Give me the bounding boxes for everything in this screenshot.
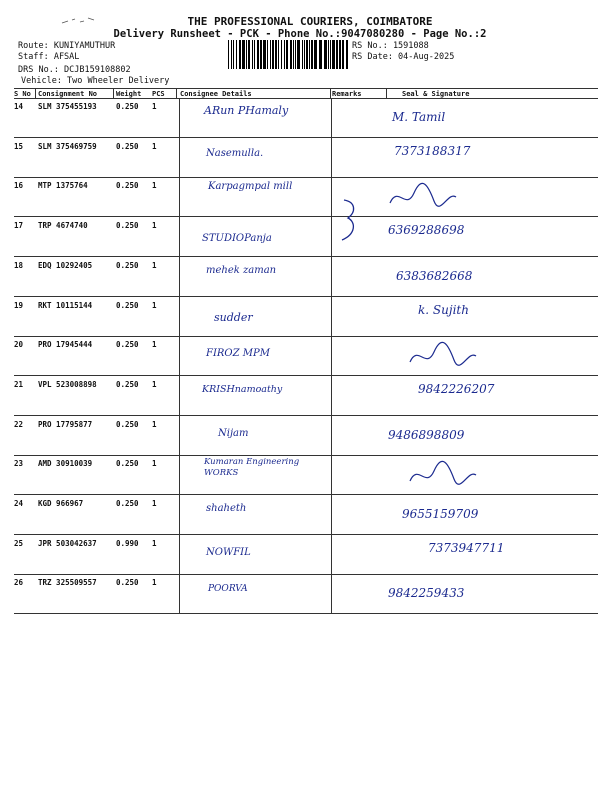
seal-signature-cell bbox=[428, 535, 600, 574]
table-row bbox=[14, 138, 598, 178]
pieces-count: 1 bbox=[152, 538, 157, 548]
pieces-count: 1 bbox=[152, 300, 157, 310]
seal-signature-cell bbox=[396, 257, 600, 296]
consignee-name: Kumaran Engineering WORKS bbox=[204, 457, 300, 479]
consignment-number: VPL 523008898 bbox=[38, 379, 97, 389]
meta-left bbox=[18, 41, 169, 87]
consignment-number: MTP 1375764 bbox=[38, 181, 88, 191]
signature-text: 7373947711 bbox=[428, 540, 505, 555]
serial-number: 15 bbox=[14, 141, 24, 151]
remarks-cell bbox=[331, 574, 386, 613]
table-row bbox=[14, 257, 598, 297]
signature-text: 9486898809 bbox=[388, 427, 465, 442]
signature-scribble bbox=[388, 181, 458, 211]
weight-value: 0.250 bbox=[116, 340, 139, 350]
serial-number: 21 bbox=[14, 379, 24, 389]
consignee-name: mehek zaman bbox=[206, 264, 277, 276]
staff-text: Staff: AFSAL bbox=[18, 52, 80, 62]
consignee-name: Nasemulla. bbox=[206, 147, 264, 159]
weight-value: 0.250 bbox=[116, 300, 139, 310]
table-row bbox=[14, 376, 598, 416]
drs-text: DRS No.: DCJB159108802 bbox=[18, 65, 131, 75]
serial-number: 16 bbox=[14, 181, 24, 191]
consignee-details-cell bbox=[179, 177, 332, 216]
signature-scribble bbox=[408, 340, 478, 370]
header-weight: Weight bbox=[116, 90, 142, 98]
consignee-details-cell bbox=[179, 217, 332, 256]
pieces-count: 1 bbox=[152, 141, 157, 151]
consignment-number: AMD 30910039 bbox=[38, 459, 93, 469]
weight-value: 0.250 bbox=[116, 260, 139, 270]
pieces-count: 1 bbox=[152, 102, 157, 111]
consignment-number: JPR 503042637 bbox=[38, 538, 97, 548]
remarks-cell bbox=[331, 535, 386, 574]
pieces-count: 1 bbox=[152, 499, 157, 508]
seal-signature-cell bbox=[402, 495, 600, 534]
consignee-details-cell bbox=[179, 138, 332, 177]
consignee-name: POORVA bbox=[208, 584, 248, 595]
weight-value: 0.250 bbox=[116, 141, 139, 151]
pieces-count: 1 bbox=[152, 578, 157, 588]
header-pcs: PCS bbox=[152, 90, 165, 98]
consignee-details-cell bbox=[179, 376, 332, 415]
consignee-details-cell bbox=[179, 297, 332, 336]
header-sno: S No bbox=[14, 90, 31, 98]
weight-value: 0.990 bbox=[116, 538, 139, 548]
signature-text: k. Sujith bbox=[418, 302, 469, 317]
serial-number: 14 bbox=[14, 102, 24, 111]
consignee-name: KRISHnamoathy bbox=[202, 383, 283, 395]
table-row bbox=[14, 98, 598, 138]
signature-text: M. Tamil bbox=[392, 110, 446, 124]
pieces-count: 1 bbox=[152, 379, 157, 389]
header-consignee: Consignee Details bbox=[180, 90, 252, 98]
seal-signature-cell bbox=[388, 416, 594, 455]
remarks-cell bbox=[331, 138, 386, 177]
serial-number: 24 bbox=[14, 499, 24, 508]
seal-signature-cell bbox=[418, 376, 600, 415]
rs-number: RS No.: 1591088 bbox=[352, 41, 429, 51]
consignee-details-cell bbox=[179, 98, 332, 137]
table-row bbox=[14, 535, 598, 575]
consignee-details-cell bbox=[179, 535, 332, 574]
remarks-cell bbox=[331, 98, 386, 137]
consignment-number: TRP 4674740 bbox=[38, 221, 88, 231]
weight-value: 0.250 bbox=[116, 578, 139, 588]
serial-number: 17 bbox=[14, 221, 24, 231]
route-text: Route: KUNIYAMUTHUR bbox=[18, 41, 116, 51]
consignee-details-cell bbox=[179, 416, 332, 455]
serial-number: 20 bbox=[14, 340, 24, 350]
weight-value: 0.250 bbox=[116, 459, 139, 469]
consignment-number: RKT 10115144 bbox=[38, 300, 93, 310]
rs-date: RS Date: 04-Aug-2025 bbox=[352, 52, 455, 62]
pieces-count: 1 bbox=[152, 459, 157, 469]
remarks-cell bbox=[331, 455, 386, 494]
remarks-bracket-mark bbox=[338, 196, 368, 246]
vehicle-text: Vehicle: Two Wheeler Delivery bbox=[21, 76, 170, 86]
weight-value: 0.250 bbox=[116, 379, 139, 389]
runsheet-subtitle: Delivery Runsheet - PCK - Phone No.:9047080280 - Page No.:2 bbox=[113, 28, 487, 40]
weight-value: 0.250 bbox=[116, 102, 139, 111]
weight-value: 0.250 bbox=[116, 181, 139, 191]
serial-number: 23 bbox=[14, 459, 24, 469]
serial-number: 25 bbox=[14, 538, 24, 548]
consignment-number: EDQ 10292405 bbox=[38, 260, 93, 270]
header-remarks: Remarks bbox=[332, 90, 362, 98]
consignee-name: NOWFIL bbox=[206, 546, 251, 558]
consignee-details-cell bbox=[179, 574, 332, 613]
weight-value: 0.250 bbox=[116, 419, 139, 429]
pieces-count: 1 bbox=[152, 260, 157, 270]
pieces-count: 1 bbox=[152, 181, 157, 191]
serial-number: 18 bbox=[14, 260, 24, 270]
table-row bbox=[14, 416, 598, 456]
seal-signature-cell bbox=[408, 336, 600, 375]
consignment-number: SLM 375455193 bbox=[38, 102, 97, 111]
signature-text: 6383682668 bbox=[396, 268, 473, 283]
seal-signature-cell bbox=[392, 98, 598, 137]
table-row bbox=[14, 177, 598, 217]
signature-text: 9655159709 bbox=[402, 507, 479, 521]
weight-value: 0.250 bbox=[116, 499, 139, 508]
signature-text: 9842259433 bbox=[388, 586, 465, 601]
table-row bbox=[14, 455, 598, 495]
table-row bbox=[14, 495, 598, 535]
table-row bbox=[14, 217, 598, 257]
remarks-cell bbox=[331, 495, 386, 534]
consignee-details-cell bbox=[179, 455, 332, 494]
company-title: THE PROFESSIONAL COURIERS, COIMBATORE bbox=[187, 15, 433, 28]
serial-number: 19 bbox=[14, 300, 24, 310]
pieces-count: 1 bbox=[152, 419, 157, 429]
consignment-number: KGD 966967 bbox=[38, 499, 84, 508]
consignee-name: STUDIOPanja bbox=[202, 233, 272, 245]
consignee-name: sudder bbox=[214, 310, 253, 324]
seal-signature-cell bbox=[418, 297, 600, 336]
remarks-cell bbox=[331, 297, 386, 336]
consignee-details-cell bbox=[179, 257, 332, 296]
header-seal: Seal & Signature bbox=[402, 90, 470, 98]
consignment-number: TRZ 325509557 bbox=[38, 578, 97, 588]
header-consignment: Consignment No bbox=[38, 90, 98, 98]
remarks-cell bbox=[331, 376, 386, 415]
seal-signature-cell bbox=[388, 574, 594, 613]
consignment-number: PRO 17945444 bbox=[38, 340, 93, 350]
consignee-name: Nijam bbox=[218, 427, 249, 439]
seal-signature-cell bbox=[388, 217, 594, 256]
consignee-details-cell bbox=[179, 336, 332, 375]
signature-text: 7373188317 bbox=[394, 143, 471, 158]
consignee-details-cell bbox=[179, 495, 332, 534]
pieces-count: 1 bbox=[152, 221, 157, 231]
seal-signature-cell bbox=[394, 138, 600, 177]
signature-scribble bbox=[408, 459, 478, 489]
seal-signature-cell bbox=[388, 177, 594, 216]
consignment-number: PRO 17795877 bbox=[38, 419, 93, 429]
table-row bbox=[14, 336, 598, 376]
consignment-number: SLM 375469759 bbox=[38, 141, 97, 151]
consignee-name: ARun PHamaly bbox=[204, 104, 289, 117]
consignee-name: FIROZ MPM bbox=[206, 348, 270, 360]
serial-number: 26 bbox=[14, 578, 24, 588]
serial-number: 22 bbox=[14, 419, 24, 429]
remarks-cell bbox=[331, 416, 386, 455]
table-row bbox=[14, 574, 598, 614]
remarks-cell bbox=[331, 257, 386, 296]
seal-signature-cell bbox=[408, 455, 600, 494]
consignee-name: Karpagmpal mill bbox=[208, 181, 293, 193]
barcode-image bbox=[228, 40, 348, 69]
remarks-cell bbox=[331, 336, 386, 375]
meta-right bbox=[352, 41, 454, 63]
signature-text: 6369288698 bbox=[388, 223, 465, 238]
signature-text: 9842226207 bbox=[418, 381, 495, 396]
weight-value: 0.250 bbox=[116, 221, 139, 231]
pieces-count: 1 bbox=[152, 340, 157, 350]
consignee-name: shaheth bbox=[206, 503, 247, 514]
table-row bbox=[14, 297, 598, 337]
